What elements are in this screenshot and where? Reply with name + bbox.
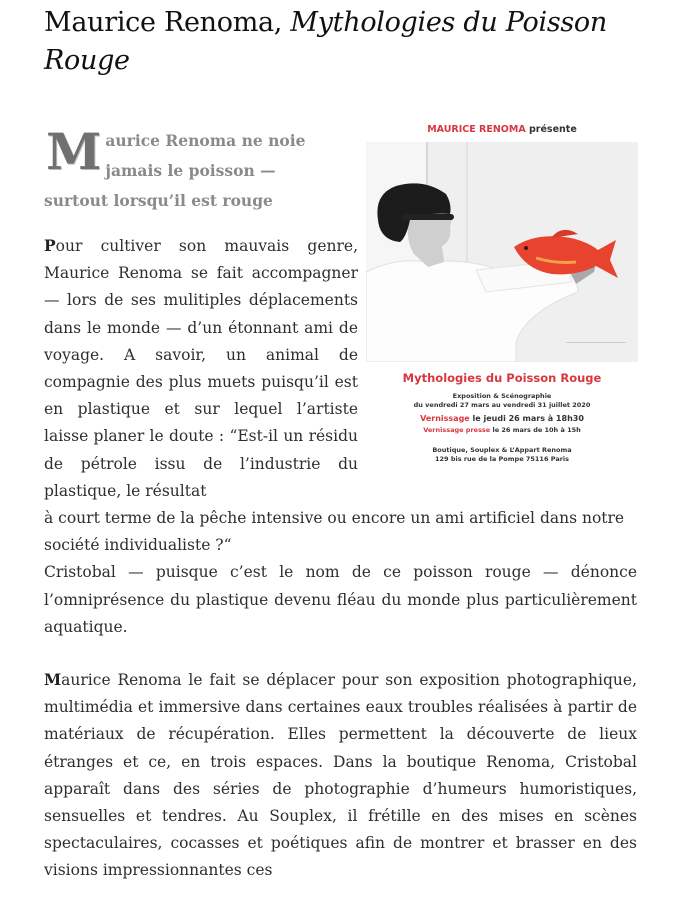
paragraph-3-text: aurice Renoma le fait se déplacer pour son exposition photographique, multimédia et immersive dans certaines eaux troubles réalisées à partir de matériaux de récupération. Elles permettent la découverte de lieux étranges et ce, en trois espaces. Dans la boutique Renoma, Cristobal apparaît dans des séries de photographie d’humeurs humoristiques, sensuelles et tendres. Au Souplex, il frétille en des mises en scènes spectaculaires, cocasses et poétiques afin de montrer et brasser en des visions impressionnantes ces [44,671,637,880]
paragraph-3 [44,666,637,885]
title-plain: Maurice Renoma, [44,7,291,38]
press-text: le 26 mars de 10h à 15h [492,426,581,434]
poster-vernissage [364,414,640,423]
poster-brand: MAURICE RENOMA [427,124,526,135]
poster-venue: Boutique, Souplex & L’Appart Renoma [432,446,572,454]
poster-address: 129 bis rue de la Pompe 75116 Paris [434,455,570,463]
poster-photo [366,142,638,362]
paragraph-1-end: à court terme de la pêche intensive ou encore un ami artificiel dans notre société individualiste ?“ [44,509,625,555]
lede-dropcap: M [46,122,102,181]
article-title [44,4,644,80]
paragraph-1-column [44,232,358,505]
paragraph-1-continued [44,505,637,641]
poster-presents: présente [529,124,577,135]
poster-subtitle: Exposition & Scénographie [452,392,552,400]
paragraph-2: Cristobal — puisque c’est le nom de ce poisson rouge — dénonce l’omniprésence du plastique devenu fléau du monde plus particulièrement aquatique. [44,563,637,636]
lede-text: aurice Renoma ne noie jamais le poisson — surtout lorsqu’il est rouge [44,131,306,210]
paragraph-3-initial: M [44,670,62,689]
exhibition-poster [364,122,640,482]
vernissage-label: Vernissage [420,414,470,423]
vernissage-text: le jeudi 26 mars à 18h30 [472,414,584,423]
poster-title: Mythologies du Poisson Rouge [402,371,602,385]
title-italic: Mythologies du Poisson Rouge [44,7,607,76]
poster-dates: du vendredi 27 mars au vendredi 31 juillet 2020 [413,401,591,409]
paragraph-1-text: our cultiver son mauvais genre, Maurice Renoma se fait accompagner — lors de ses mulitiples déplacements dans le monde — d’un étonnant ami de voyage. A savoir, un animal de compagnie des plus muets puisqu’il est en plastique et sur lequel l’artiste laisse planer le doute : “Est-il un résidu de pétrole issu de l’industrie du plastique, le résultat [44,237,358,500]
press-label: Vernissage presse [423,426,491,434]
swimmer-with-goldfish-image [366,142,638,362]
article-lede [44,122,334,216]
poster-header [364,124,640,135]
poster-press [364,426,640,434]
paragraph-1-initial: P [44,236,56,255]
